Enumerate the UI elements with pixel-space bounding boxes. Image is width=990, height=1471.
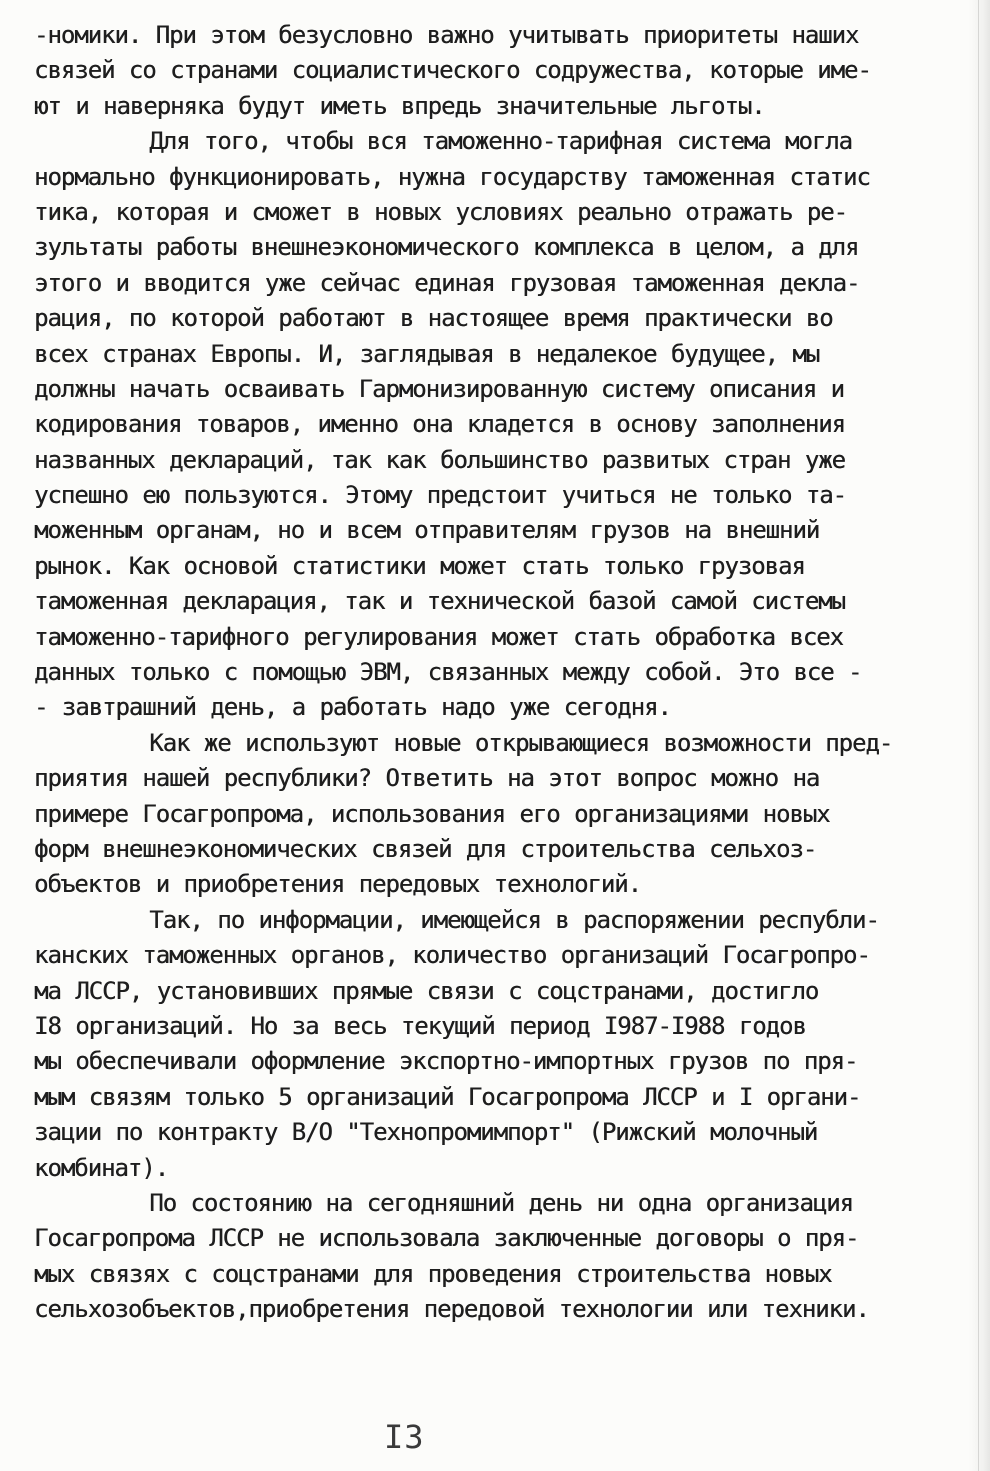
text-line: мым связям только 5 организаций Госагропрома ЛССР и I органи- — [34, 1082, 861, 1111]
text-line: всех странах Европы. И, заглядывая в недалекое будущее, мы — [34, 339, 820, 368]
text-line: моженным органам, но и всем отправителям грузов на внешний — [34, 516, 820, 545]
page-edge-line — [978, 0, 979, 1471]
text-line: комбинат). — [34, 1153, 168, 1182]
text-line: названных деклараций, так как большинство развитых стран уже — [34, 445, 845, 474]
text-line: рация, по которой работают в настоящее время практически во — [34, 304, 833, 333]
text-line: канских таможенных органов, количество организаций Госагропро- — [34, 941, 870, 970]
text-line: ют и наверняка будут иметь впредь значительные льготы. — [34, 91, 765, 120]
text-line: Как же используют новые открывающиеся возможности пред- — [34, 728, 893, 757]
text-line: -номики. При этом безусловно важно учитывать приоритеты наших — [34, 21, 859, 49]
page-edge-shadow — [968, 0, 990, 1471]
text-line: зультаты работы внешнеэкономического комплекса в целом, а для — [34, 233, 859, 262]
text-line: мых связях с соцстранами для проведения строительства новых — [34, 1259, 832, 1288]
text-line: Для того, чтобы вся таможенно-тарифная система могла — [34, 127, 852, 156]
text-line: кодирования товаров, именно она кладется в основу заполнения — [34, 410, 845, 439]
text-line: По состоянию на сегодняшний день ни одна организация — [34, 1188, 853, 1217]
typewritten-text-block — [34, 18, 954, 1327]
text-line: объектов и приобретения передовых технологий. — [34, 870, 641, 899]
text-line: приятия нашей республики? Ответить на этот вопрос можно на — [34, 764, 820, 793]
text-line: форм внешнеэкономических связей для строительства сельхоз- — [34, 834, 817, 863]
text-line: таможенная декларация, так и технической базой самой системы — [34, 587, 845, 616]
text-line: рынок. Как основой статистики может стать только грузовая — [34, 551, 805, 580]
text-line: таможенно-тарифного регулирования может стать обработка всех — [34, 622, 843, 651]
text-line: нормально функционировать, нужна государству таможенная статис — [34, 162, 870, 191]
text-line: ма ЛССР, установивших прямые связи с соцстранами, достигло — [34, 976, 819, 1005]
text-line: успешно ею пользуются. Этому предстоит учиться не только та- — [34, 481, 846, 510]
text-line: данных только с помощью ЭВМ, связанных между собой. Это все - — [34, 658, 862, 687]
text-line: зации по контракту В/О "Технопромимпорт" (Рижский молочный — [34, 1118, 818, 1147]
text-line: примере Госагропрома, использования его организациями новых — [34, 799, 830, 828]
text-line: тика, которая и сможет в новых условиях реально отражать ре- — [34, 197, 847, 226]
text-line: связей со странами социалистического содружества, которые име- — [34, 56, 871, 85]
text-line: сельхозобъектов,приобретения передовой технологии или техники. — [34, 1295, 869, 1324]
text-line: должны начать осваивать Гармонизированную систему описания и — [34, 374, 844, 403]
text-line: I8 организаций. Но за весь текущий период I987-I988 годов — [34, 1011, 806, 1040]
text-line: - завтрашний день, а работать надо уже сегодня. — [34, 693, 671, 722]
text-line: Так, по информации, имеющейся в распоряжении республи- — [34, 905, 879, 934]
page-number: I3 — [384, 1418, 425, 1456]
text-line: Госагропрома ЛССР не использовала заключенные договоры о пря- — [34, 1224, 859, 1253]
text-line: мы обеспечивали оформление экспортно-импортных грузов по пря- — [34, 1047, 858, 1076]
text-line: этого и вводится уже сейчас единая грузовая таможенная декла- — [34, 268, 860, 297]
